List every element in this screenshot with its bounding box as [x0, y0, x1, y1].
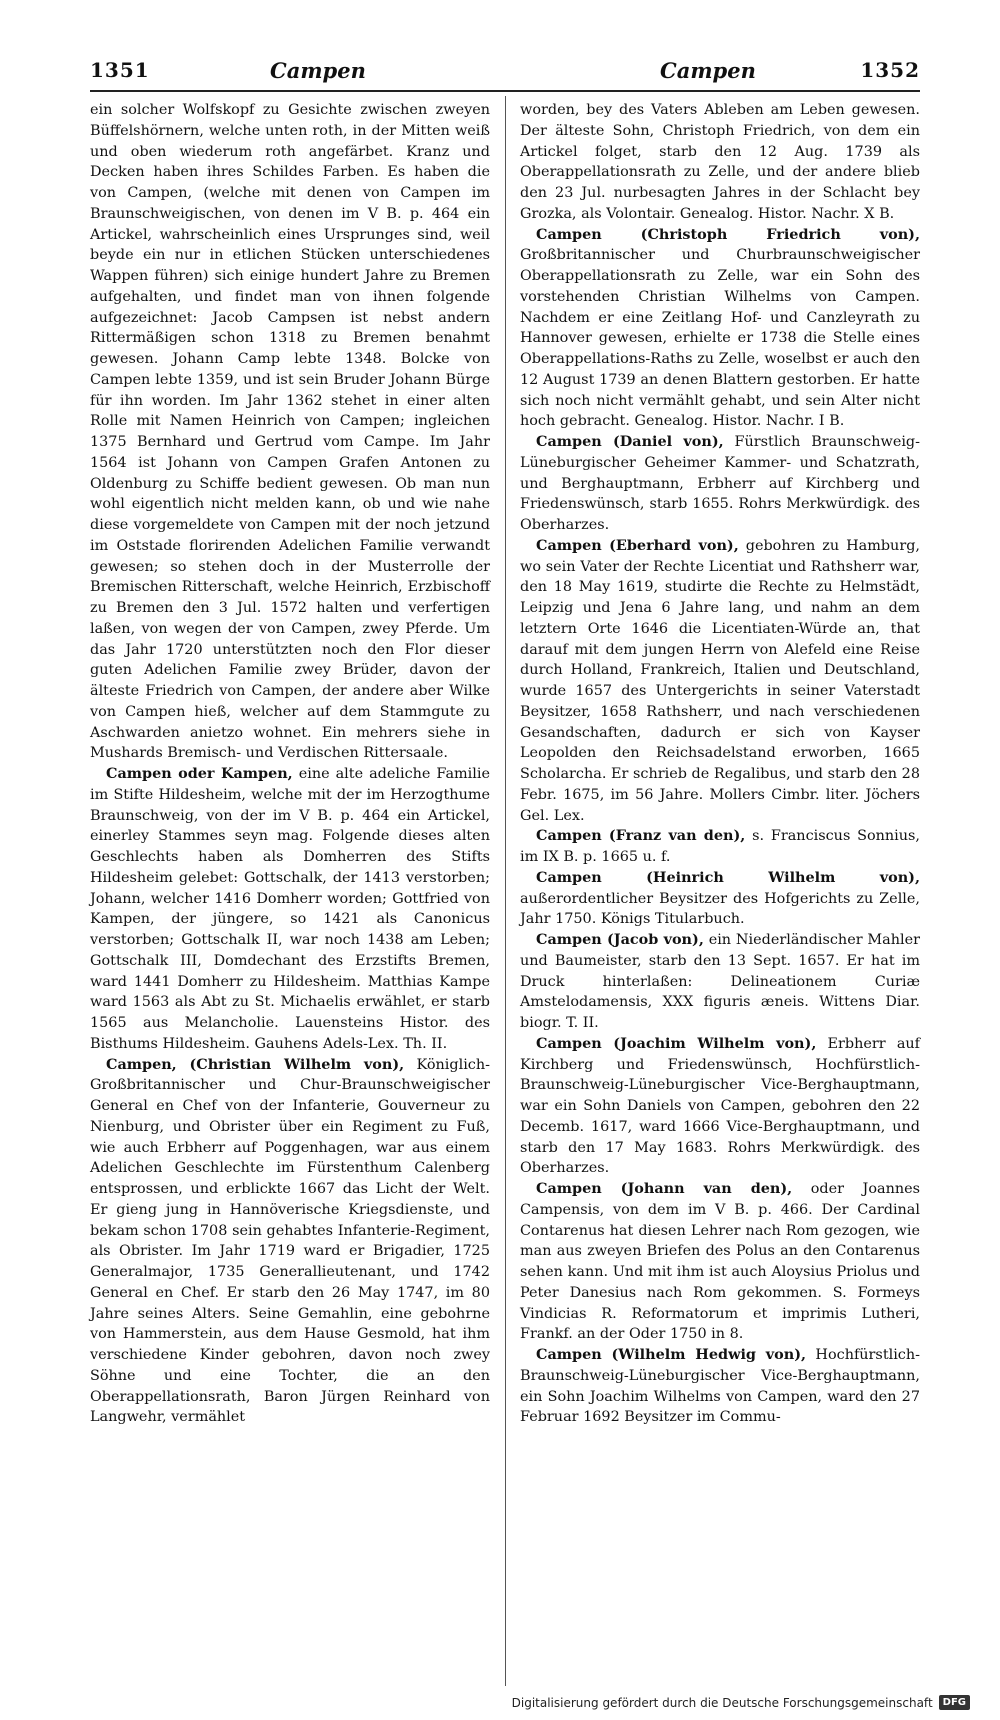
entry-lemma: Campen (Daniel von),	[536, 433, 724, 450]
dfg-logo: DFG	[939, 1695, 970, 1710]
page-header	[90, 58, 920, 88]
entry-paragraph	[520, 826, 920, 868]
entry-paragraph	[520, 1034, 920, 1179]
entry-lemma: Campen (Jacob von),	[536, 931, 704, 948]
entry-text: eine alte adeliche Familie im Stifte Hildesheim, welche mit der im Herzogthume Braunschweig, von der im V B. p. 464 ein Artickel, einerley Stammes seyn mag. Folgende dieses alten Geschlechts haben als Domherren des Stifts Hildesheim gelebet: Gottschalk, der 1413 verstorben; Johann, welcher 1416 Domherr worden; Gottfried von Kampen, der jüngere, so 1421 als Canonicus verstorben; Gottschalk II, war noch 1438 am Leben; Gottschalk III, Domdechant des Erzstifts Bremen, ward 1441 Domherr zu Hildesheim. Matthias Kampe ward 1563 als Abt zu St. Michaelis erwählet, er starb 1565 aus Melancholie. Lauensteins Histor. des Bisthums Hildesheim. Gauhens Adels-Lex. Th. II.	[90, 766, 490, 1052]
entry-paragraph	[520, 1345, 920, 1428]
entry-paragraph	[520, 868, 920, 930]
header-rule	[90, 90, 920, 92]
credit-text: Digitalisierung gefördert durch die Deutsche Forschungsgemeinschaft	[511, 1695, 933, 1710]
entry-lemma: Campen (Joachim Wilhelm von),	[536, 1034, 817, 1052]
entry-paragraph	[520, 225, 920, 433]
entry-paragraph	[520, 930, 920, 1034]
entry-lemma: Campen (Wilhelm Hedwig von),	[536, 1346, 807, 1363]
entry-paragraph	[520, 536, 920, 827]
entry-text: Erbherr auf Kirchberg und Friedenswünsch, Hochfürstlich-Braunschweig-Lüneburgischer Vice-Berghauptmann, war ein Sohn Daniels von Campen, gebohren den 22 Decemb. 1617, ward 1666 Vice-Berghauptmann, und starb den 17 May 1683. Rohrs Merkwürdigk. des Oberharzes.	[520, 1035, 920, 1177]
left-column	[90, 100, 490, 1428]
running-title-left: Campen	[270, 58, 366, 83]
entry-lemma: Campen (Eberhard von),	[536, 536, 739, 554]
entry-lemma: Campen (Christoph Friedrich von),	[536, 225, 920, 243]
entry-text: gebohren zu Hamburg, wo sein Vater der Rechte Licentiat und Rathsherr war, den 18 May 1619, studirte die Rechte zu Helmstädt, Leipzig und Jena 6 Jahre lang, und nahm an dem letztern Orte 1646 die Licentiaten-Würde an, that darauf mit dem jungen Herrn von Alefeld eine Reise durch Holland, Frankreich, Italien und Deutschland, wurde 1657 des Untergerichts in seiner Vaterstadt Beysitzer, 1658 Rathsherr, und nach verschiedenen Gesandschaften, dadurch er sich von Kayser Leopolden den Reichsadelstand erworben, 1665 Scholarcha. Er schrieb de Regalibus, und starb den 28 Febr. 1675, im 56 Jahre. Mollers Cimbr. liter. Jöchers Gel. Lex.	[520, 537, 920, 824]
running-title-right: Campen	[660, 58, 756, 83]
entry-paragraph	[520, 1179, 920, 1345]
entry-lemma: Campen, (Christian Wilhelm von),	[106, 1055, 405, 1073]
entry-paragraph	[90, 764, 490, 1055]
page-number-left: 1351	[90, 58, 150, 82]
entry-text: Hochfürstlich-Braunschweig-Lüneburgischer Vice-Berghauptmann, ein Sohn Joachim Wilhelms von Campen, ward den 27 Februar 1692 Beysitzer im Commu-	[520, 1347, 920, 1426]
entry-lemma: Campen (Johann van den),	[536, 1180, 793, 1197]
page-number-right: 1352	[860, 58, 920, 82]
entry-text: s. Franciscus Sonnius, im IX B. p. 1665 u. f.	[520, 828, 920, 865]
entry-lemma: Campen (Franz van den),	[536, 827, 746, 845]
entry-paragraph	[90, 1055, 490, 1429]
entry-text: worden, bey des Vaters Ableben am Leben gewesen. Der älteste Sohn, Christoph Friedrich, von dem ein Artickel folget, starb den 12 Aug. 1739 als Oberappellationsrath zu Zelle, und der andere blieb den 23 Jul. nurbesagten Jahres in der Schlacht bey Grozka, als Volontair. Genealog. Histor. Nachr. X B.	[520, 102, 920, 222]
column-divider	[505, 96, 506, 1686]
entry-text: oder Joannes Campensis, von dem im V B. p. 466. Der Cardinal Contarenus hat diesen Lehrer nach Rom gezogen, wie man aus zweyen Briefen des Polus an den Contarenus sehen kann. Und mit ihm ist auch Aloysius Priolus und Peter Danesius nach Rom gekommen. S. Formeys Vindicias R. Reformatorum et imprimis Lutheri, Frankf. an der Oder 1750 in 8.	[520, 1181, 921, 1343]
entry-text: Fürstlich Braunschweig-Lüneburgischer Geheimer Kammer- und Schatzrath, und Berghauptmann, Erbherr auf Kirchberg und Friedenswünsch, starb 1655. Rohrs Merkwürdigk. des Oberharzes.	[520, 434, 921, 533]
entry-text: Königlich-Großbritannischer und Chur-Braunschweigischer General en Chef von der Infanterie, Gouverneur zu Nienburg, und Obrister über ein Regiment zu Fuß, wie auch Erbherr auf Poggenhagen, war aus einem Adelichen Geschlechte im Fürstenthum Calenberg entsprossen, und erblickte 1667 das Licht der Welt. Er gieng jung in Hannöverische Kriegsdienste, und bekam schon 1708 sein gehabtes Infanterie-Regiment, als Obrister. Im Jahr 1719 ward er Brigadier, 1725 Generalmajor, 1735 Generallieutenant, und 1742 General en Chef. Er starb den 26 May 1747, im 80 Jahre seines Alters. Seine Gemahlin, eine gebohrne von Hammerstein, aus dem Hause Gesmold, hat ihm verschiedene Kinder gebohren, davon noch zwey Söhne und eine Tochter, die an den Oberappellationsrath, Baron Jürgen Reinhard von Langwehr, vermählet	[90, 1056, 490, 1426]
entry-paragraph	[90, 100, 490, 764]
entry-lemma: Campen oder Kampen,	[106, 765, 293, 782]
entry-text: ein solcher Wolfskopf zu Gesichte zwischen zweyen Büffelshörnern, welche unten roth, in der Mitten weiß und oben wiederum roth angefärbet. Kranz und Decken haben ihres Schildes Farben. Es haben die von Campen, (welche mit denen von Campen im Braunschweigischen, von denen im V B. p. 464 ein Artickel, wahrscheinlich eines Ursprunges sind, weil beyde ein nur in etlichen Stücken unterschiedenes Wappen führen) sich einige hundert Jahre zu Bremen aufgehalten, und findet man von ihnen folgende aufgezeichnet: Jacob Campsen ist nebst andern Rittermäßigen schon 1318 zu Bremen benahmt gewesen. Johann Camp lebte 1348. Bolcke von Campen lebte 1359, und ist sein Bruder Johann Bürge für ihn worden. Im Jahr 1362 stehet in einer alten Rolle mit Namen Heinrich von Campen; ingleichen 1375 Bernhard und Gertrud vom Campe. Im Jahr 1564 ist Johann von Campen Grafen Antonen zu Oldenburg zu Schiffe bedient gewesen. Ob man nun wohl eigentlich nicht melden kann, ob und wie nahe diese vorgemeldete von Campen mit der noch jetzund im Oststade florirenden Adelichen Familie verwandt gewesen; so stehen doch in der Musterrolle der Bremischen Ritterschaft, welche Heinrich, Erzbischoff zu Bremen den 3 Jul. 1572 halten und verfertigen laßen, von wegen der von Campen, zwey Pferde. Um das Jahr 1720 unterstützten noch den Flor dieser guten Adelichen Familie zwey Brüder, davon der älteste Friedrich von Campen, der andere aber Wilke von Campen hieß, welcher auf dem Stammgute zu Aschwarden anietzo wohnet. Ein mehrers siehe in Mushards Bremisch- und Verdischen Rittersaale.	[90, 102, 490, 762]
entry-text: außerordentlicher Beysitzer des Hofgerichts zu Zelle, Jahr 1750. Königs Titularbuch.	[520, 890, 920, 928]
digitization-credit	[512, 1695, 970, 1710]
entry-paragraph	[520, 100, 920, 225]
entry-text: ein Niederländischer Mahler und Baumeister, starb den 13 Sept. 1657. Er hat im Druck hinterlaßen: Delineationem Curiæ Amstelodamensis, XXX figuris æneis. Wittens Diar. biogr. T. II.	[520, 932, 921, 1031]
entry-text: Großbritannischer und Churbraunschweigischer Oberappellationsrath zu Zelle, war ein Sohn des vorstehenden Christian Wilhelms von Campen. Nachdem er eine Zeitlang Hof- und Canzleyrath zu Hannover gewesen, erhielte er 1738 die Stelle eines Oberappellations-Raths zu Zelle, woselbst er auch den 12 August 1739 an denen Blattern gestorben. Er hatte sich noch nicht vermählt gehabt, und sein Alter nicht hoch gebracht. Genealog. Histor. Nachr. I B.	[520, 247, 920, 430]
entry-paragraph	[520, 432, 920, 536]
entry-lemma: Campen (Heinrich Wilhelm von),	[536, 868, 920, 886]
right-column	[520, 100, 920, 1428]
